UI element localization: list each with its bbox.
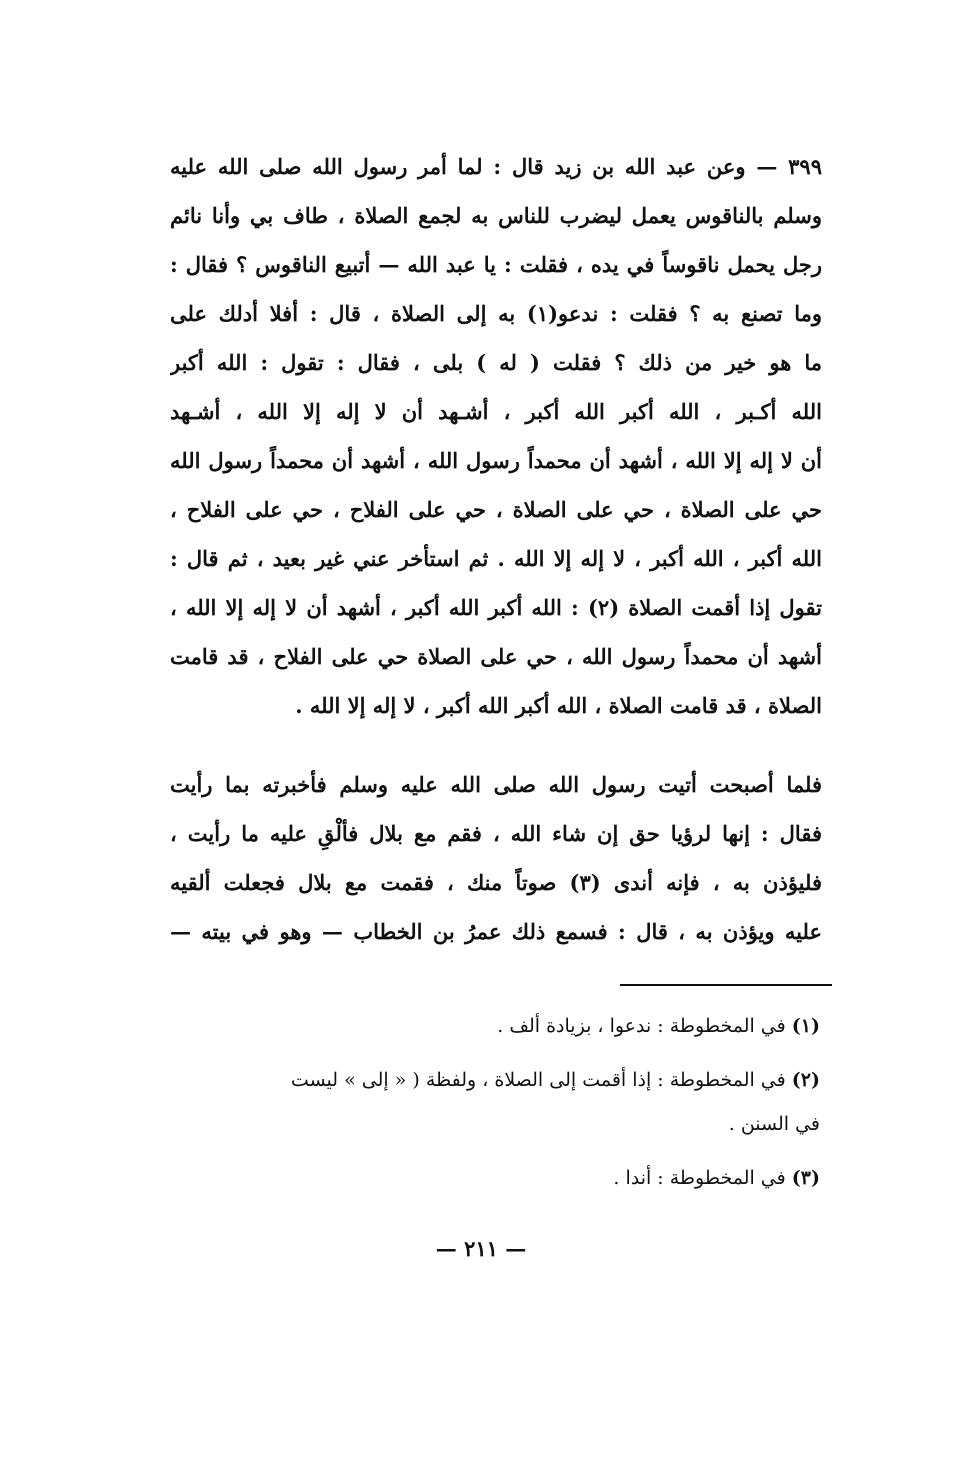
footnote-gap [175,1048,820,1058]
text-line: الله أكـبر ، الله أكبر الله أكبر ، أشـهد أن لا إله إلا الله ، أشـهد [170,399,822,424]
footnote-3 [175,1156,820,1200]
footnote-label: (١) [791,1015,820,1037]
footnote-line [175,1156,820,1200]
main-text [170,142,822,956]
footnote-2 [175,1058,820,1146]
footnote-text: في المخطوطة : ندعوا ، بزيادة ألف . [497,1015,786,1037]
text-line: الصلاة ، قد قامت الصلاة ، الله أكبر الله أكبر ، لا إله إلا الله . [295,693,822,718]
paragraph-2 [170,760,822,956]
footnotes [175,1004,820,1200]
paragraph-gap [170,730,822,760]
footnote-line [175,1058,820,1102]
footnote-label: (٢) [791,1069,820,1091]
footnote-text: في المخطوطة : أندا . [613,1167,786,1189]
text-line: أن لا إله إلا الله ، أشهد أن محمداً رسول الله ، أشهد أن محمداً رسول الله [170,448,822,473]
text-line: وسلم بالناقوس يعمل ليضرب للناس به لجمع الصلاة ، طاف بي وأنا نائم [170,203,822,228]
page-number: — ٢١١ — [435,1236,527,1261]
text-line: فليؤذن به ، فإنه أندى (٣) صوتاً منك ، فقمت مع بلال فجعلت ألقيه [170,870,822,895]
paragraph-1 [170,142,822,730]
footnote-text: في المخطوطة : إذا أقمت إلى الصلاة ، ولفظة ( « إلى » ليست [290,1069,786,1091]
footnote-label: (٣) [791,1167,820,1189]
text-line: أشهد أن محمداً رسول الله ، حي على الصلاة حي على الفلاح ، قد قامت [170,644,822,669]
footnote-text: في السنن . [728,1113,820,1135]
text-line: الله أكبر ، الله أكبر ، لا إله إلا الله . ثم استأخر عني غير بعيد ، ثم قال : [170,546,822,571]
text-line: فقال : إنها لرؤيا حق إن شاء الله ، فقم مع بلال فألْقِ عليه ما رأيت ، [170,821,822,846]
footnote-gap [175,1146,820,1156]
footnote-line [175,1004,820,1048]
text-line: وما تصنع به ؟ فقلت : ندعو(١) به إلى الصلاة ، قال : أفلا أدلك على [170,301,822,326]
footnote-1 [175,1004,820,1048]
footnote-divider [620,984,832,986]
text-line: رجل يحمل ناقوساً في يده ، فقلت : يا عبد الله — أتبيع الناقوس ؟ فقال : [170,252,822,277]
text-line: حي على الصلاة ، حي على الصلاة ، حي على الفلاح ، حي على الفلاح ، [170,497,822,522]
text-line: فلما أصبحت أتيت رسول الله صلى الله عليه وسلم فأخبرته بما رأيت [170,772,822,797]
text-line: عليه ويؤذن به ، قال : فسمع ذلك عمرُ بن الخطاب — وهو في بيته — [170,919,822,944]
text-line: تقول إذا أقمت الصلاة (٢) : الله أكبر الله أكبر ، أشهد أن لا إله إلا الله ، [170,595,822,620]
text-line: ما هو خير من ذلك ؟ فقلت ( له ) بلى ، فقال : تقول : الله أكبر [170,350,822,375]
text-line: ٣٩٩ — وعن عبد الله بن زيد قال : لما أمر رسول الله صلى الله عليه [170,154,822,179]
